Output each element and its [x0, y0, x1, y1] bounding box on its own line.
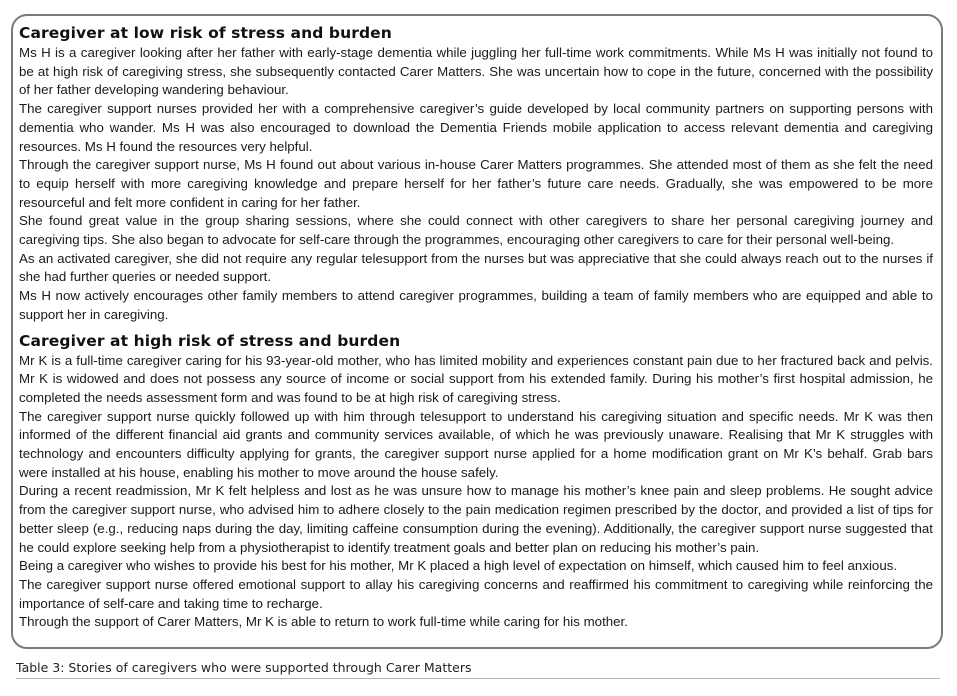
paragraph: Ms H now actively encourages other family members to attend caregiver programmes, building a team of family members who are equipped and able to support her in caregiving.: [19, 288, 933, 322]
paragraph: Through the support of Carer Matters, Mr K is able to return to work full-time while caring for his mother.: [19, 614, 628, 630]
paragraph: The caregiver support nurse offered emotional support to allay his caregiving concerns and reaffirmed his commitment to caregiving while reinforcing the importance of self-care and taking time to recharge.: [19, 576, 933, 611]
stories-box: [11, 14, 943, 649]
paragraph: She found great value in the group sharing sessions, where she could connect with other caregivers to share her personal caregiving journey and caregiving tips. She also began to advocate for self-care through the programmes, encouraging other caregivers to care for their personal well-being.: [19, 213, 933, 248]
paragraph: During a recent readmission, Mr K felt helpless and lost as he was unsure how to manage his mother’s knee pain and sleep problems. He sought advice from the caregiver support nurse, who advised him to adhere closely to the pain medication regimen prescribed by the doctor, and provided a list of tips for better sleep (e.g., reducing naps during the day, limiting caffeine consumption during the evening). Additionally, the caregiver support nurse suggested that he could explore seeking help from a physiotherapist to identify treatment goals and better plan on reducing his mother’s pain.: [19, 483, 933, 555]
table-caption: Table 3: Stories of caregivers who were supported through Carer Matters: [16, 659, 940, 679]
paragraph: Mr K is a full-time caregiver caring for his 93-year-old mother, who has limited mobility and experiences constant pain due to her fractured back and pelvis. Mr K is widowed and does not possess any source of income or social support from his extended family. During his mother’s first hospital admission, he completed the needs assessment form and was found to be at high risk of caregiving stress.: [19, 352, 933, 405]
section-title-low-risk: Caregiver at low risk of stress and burden: [19, 24, 392, 42]
paragraph: Ms H is a caregiver looking after her father with early-stage dementia while juggling her full-time work commitments. While Ms H was initially not found to be at high risk of caregiving stress, she subsequently contacted Carer Matters. She was uncertain how to cope in the future, concerned with the possibility of her father developing wandering behaviour.: [19, 45, 933, 98]
paragraph: Being a caregiver who wishes to provide his best for his mother, Mr K placed a high level of expectation on himself, which caused him to feel anxious.: [19, 558, 898, 574]
paragraph: Through the caregiver support nurse, Ms H found out about various in-house Carer Matters programmes. She attended most of them as she felt the need to equip herself with more caregiving knowledge and prepare herself for her father’s future care needs. Gradually, she was empowered to be more resourceful and felt more confident in caring for her father.: [19, 157, 933, 210]
paragraph: The caregiver support nurse quickly followed up with him through telesupport to understand his caregiving situation and specific needs. Mr K was then informed of the different financial aid grants and community services available, of which he was previously unaware. Realising that Mr K struggles with technology and encounters difficulty applying for grants, the caregiver support nurse applied for a home modification grant on Mr K’s behalf. Grab bars were installed at his house, enabling his mother to move around the house safely.: [19, 408, 933, 480]
section-title-high-risk: Caregiver at high risk of stress and burden: [19, 331, 401, 350]
paragraph: As an activated caregiver, she did not require any regular telesupport from the nurses but was appreciative that she could always reach out to the nurses if she had further queries or needed support.: [19, 250, 933, 285]
section-low-risk: [19, 22, 933, 325]
section-high-risk: [19, 330, 933, 633]
paragraph: The caregiver support nurses provided her with a comprehensive caregiver’s guide developed by local community partners on supporting persons with dementia who wander. Ms H was also encouraged to download the Dementia Friends mobile application to access relevant dementia and caregiving resources. Ms H found the resources very helpful.: [19, 101, 933, 154]
